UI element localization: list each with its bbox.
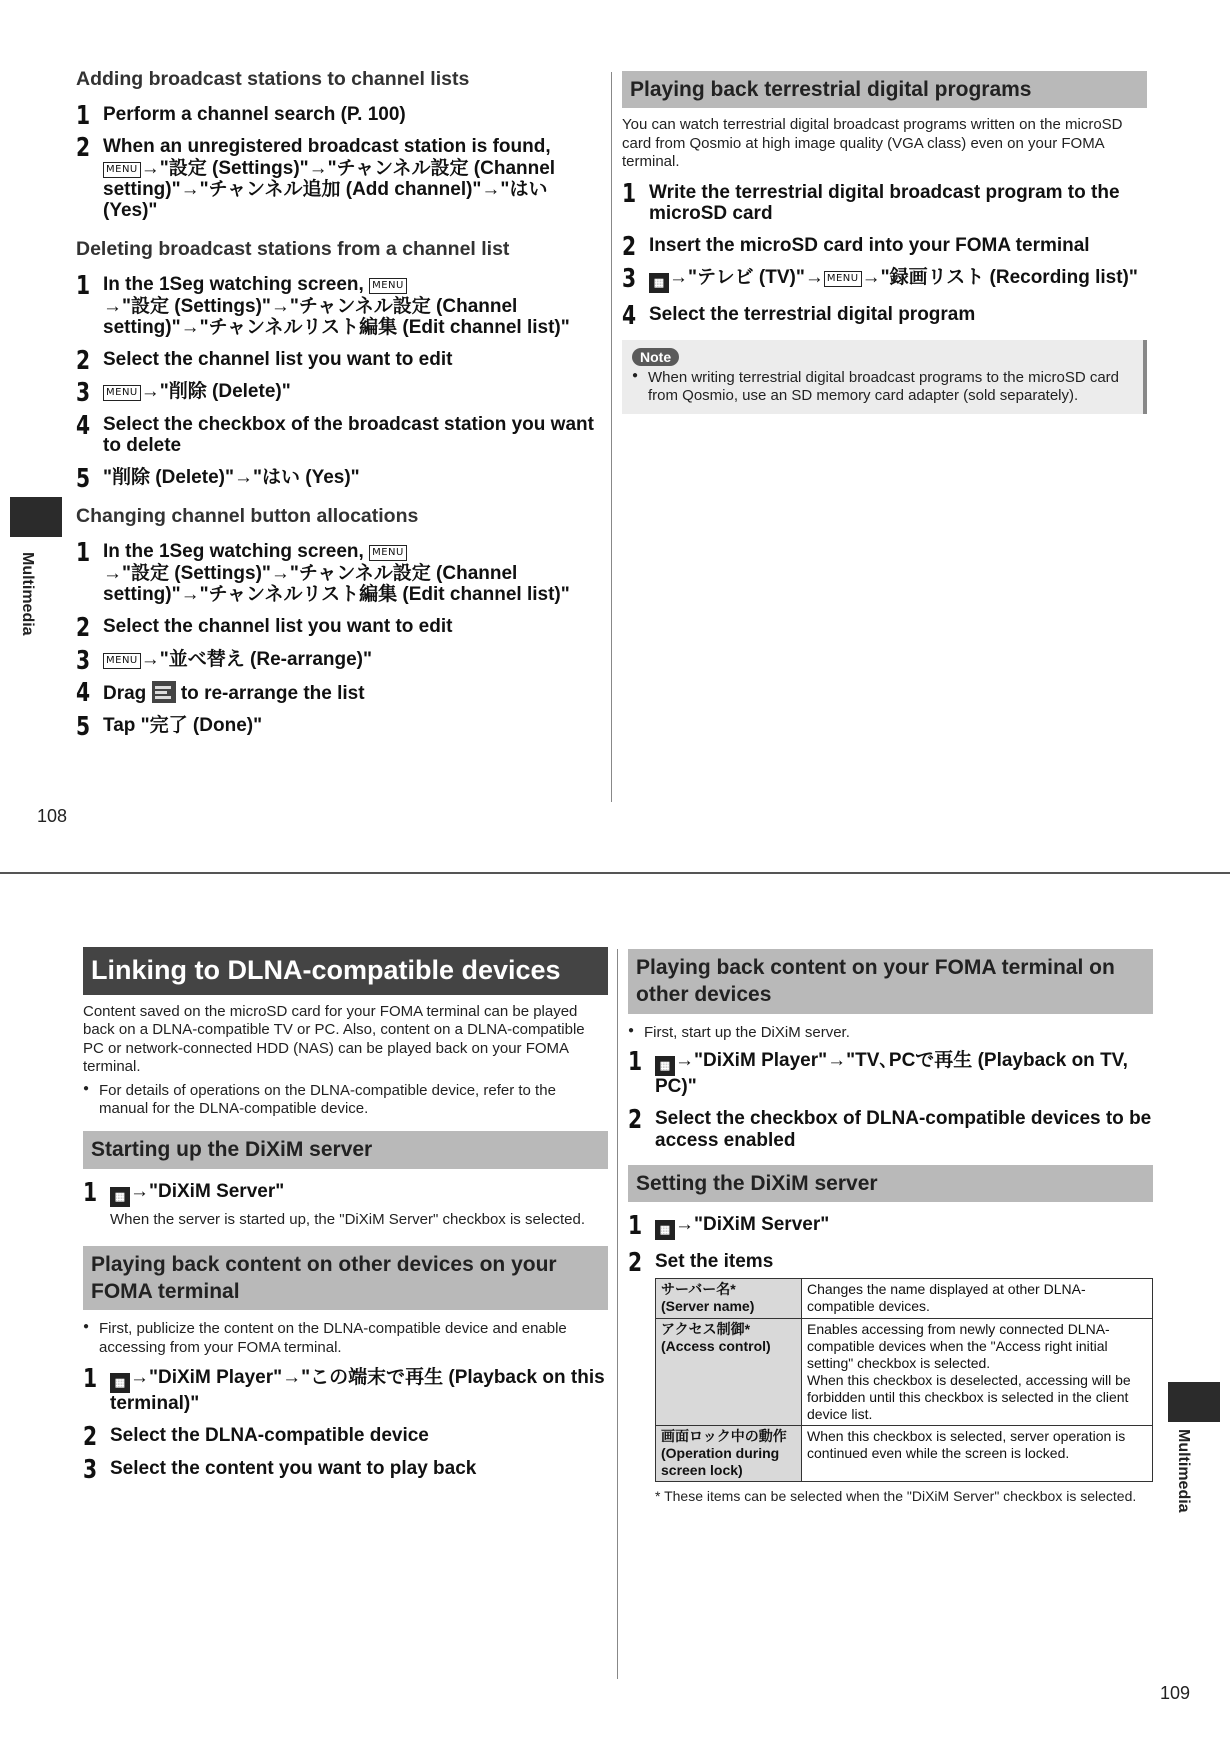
heading-play-on-other-devices: Playing back content on your FOMA terminal on other devices	[628, 949, 1153, 1014]
terr-step-3: 3 ▦ →"テレビ (TV)"→ MENU →"録画リスト (Recording list)"	[622, 264, 1138, 295]
menu-key-icon: MENU	[369, 278, 407, 294]
page-separator	[0, 872, 1230, 874]
table-key: 画面ロック中の動作 (Operation during screen lock)	[656, 1426, 802, 1482]
chg-step-4: 4 Drag to re-arrange the list	[76, 677, 365, 708]
terrestrial-intro: You can watch terrestrial digital broadcast programs written on the microSD card from Qosmio at high image quality (VGA class) even on your FOMA terminal.	[622, 116, 1123, 171]
table-value: Changes the name displayed at other DLNA-compatible devices.	[802, 1279, 1153, 1318]
menu-key-icon: MENU	[824, 271, 862, 287]
menu-grid-icon: ▦	[110, 1373, 130, 1393]
play-other-step-1: 1 ▦ →"DiXiM Player"→"この端末で再生 (Playback on this terminal)"	[83, 1364, 605, 1415]
dlna-intro-bullet: ● For details of operations on the DLNA-compatible device, refer to the manual for the DLNA-compatible device.	[83, 1082, 608, 1119]
menu-key-icon: MENU	[369, 545, 407, 561]
note-bullet: ● When writing terrestrial digital broadcast programs to the microSD card from Qosmio, use an SD memory card adapter (sold separately).	[632, 369, 1133, 406]
heading-adding-stations: Adding broadcast stations to channel lists	[76, 68, 602, 95]
table-value: Enables accessing from newly connected DLNA-compatible devices when the "Access right initial setting" checkbox is selected. When this checkbox is deselected, accessing will be forbidden until this checkbox is selected in the client device list.	[802, 1318, 1153, 1425]
heading-setting-dixim: Setting the DiXiM server	[628, 1165, 1153, 1202]
menu-grid-icon: ▦	[655, 1220, 675, 1240]
terr-step-2: 2 Insert the microSD card into your FOMA terminal	[622, 232, 1090, 263]
add-step-2: 2 When an unregistered broadcast station is found, MENU →"設定 (Settings)"→"チャンネル設定 (Channel setting)"→"チャンネル追加 (Add channel)"→"はい (Yes)"	[76, 133, 556, 222]
page109-left-column	[83, 947, 608, 1490]
menu-key-icon: MENU	[103, 385, 141, 401]
page108-right-column	[622, 71, 1147, 414]
table-row	[656, 1279, 1153, 1318]
column-divider	[611, 72, 612, 802]
drag-handle-icon	[152, 681, 176, 703]
table-key: サーバー名* (Server name)	[656, 1279, 802, 1318]
page-number-108: 108	[37, 806, 68, 826]
play-foma-step-2: 2 Select the checkbox of DLNA-compatible devices to be access enabled	[628, 1105, 1152, 1151]
menu-grid-icon: ▦	[110, 1187, 130, 1207]
del-step-2: 2 Select the channel list you want to edit	[76, 346, 453, 377]
heading-changing-allocations: Changing channel button allocations	[76, 505, 602, 532]
chg-step-1: 1 In the 1Seg watching screen, MENU →"設定 (Settings)"→"チャンネル設定 (Channel setting)"→"チャンネルリスト編集 (Edit channel list)"	[76, 538, 570, 605]
setting-step-2: 2 Set the items	[628, 1248, 774, 1279]
chg-step-2: 2 Select the channel list you want to edit	[76, 613, 453, 644]
page-109	[0, 877, 1230, 1751]
side-label-multimedia: Multimedia	[1175, 1429, 1192, 1513]
play-foma-step-1: 1 ▦ →"DiXiM Player"→"TV､PCで再生 (Playback on TV, PC)"	[628, 1047, 1128, 1098]
chg-step-3: 3 MENU →"並べ替え (Re-arrange)"	[76, 645, 373, 676]
del-step-3: 3 MENU →"削除 (Delete)"	[76, 378, 291, 409]
side-tab	[10, 497, 62, 537]
table-value: When this checkbox is selected, server operation is continued even while the screen is locked.	[802, 1426, 1153, 1482]
chg-step-5: 5 Tap "完了 (Done)"	[76, 712, 263, 743]
setting-step-1: 1 ▦ →"DiXiM Server"	[628, 1211, 830, 1242]
add-step-1: 1 Perform a channel search (P. 100)	[76, 101, 406, 131]
start-step-1: 1 ▦ →"DiXiM Server" When the server is started up, the "DiXiM Server" checkbox is selected.	[83, 1181, 608, 1229]
table-key: アクセス制御* (Access control)	[656, 1318, 802, 1425]
play-foma-bullet: ● First, start up the DiXiM server.	[628, 1024, 1153, 1042]
note-badge: Note	[632, 348, 679, 366]
start-step-1-desc: When the server is started up, the "DiXiM Server" checkbox is selected.	[110, 1210, 586, 1228]
title-dlna: Linking to DLNA-compatible devices	[83, 947, 608, 995]
terr-step-1: 1 Write the terrestrial digital broadcast program to the microSD card	[622, 178, 1120, 224]
play-other-step-2: 2 Select the DLNA-compatible device	[83, 1422, 429, 1453]
del-step-5: 5 "削除 (Delete)"→"はい (Yes)"	[76, 464, 360, 495]
dlna-intro: Content saved on the microSD card for your FOMA terminal can be played back on a DLNA-compatible TV or PC. Also, content on a DLNA-compatible PC or network-connected HDD (NAS) can be played back on your FOMA terminal.	[83, 1002, 585, 1076]
play-other-bullet: ● First, publicize the content on the DLNA-compatible device and enable accessing from your FOMA terminal.	[83, 1320, 608, 1357]
column-divider	[617, 949, 618, 1679]
page-number-109: 109	[1160, 1683, 1191, 1703]
page108-left-column	[76, 68, 602, 747]
settings-table	[655, 1278, 1153, 1482]
settings-table-wrap	[628, 1278, 1153, 1505]
heading-play-other-devices: Playing back content on other devices on your FOMA terminal	[83, 1246, 608, 1311]
heading-terrestrial-playback: Playing back terrestrial digital programs	[622, 71, 1147, 108]
heading-start-dixim: Starting up the DiXiM server	[83, 1131, 608, 1168]
del-step-1: 1 In the 1Seg watching screen, MENU →"設定 (Settings)"→"チャンネル設定 (Channel setting)"→"チャンネルリスト編集 (Edit channel list)"	[76, 271, 570, 338]
heading-deleting-stations: Deleting broadcast stations from a channel list	[76, 238, 602, 265]
note-box	[622, 340, 1147, 414]
menu-key-icon: MENU	[103, 162, 141, 178]
side-tab	[1168, 1382, 1220, 1422]
page-108	[0, 0, 1230, 872]
page109-right-column	[628, 949, 1153, 1506]
side-label-multimedia: Multimedia	[19, 552, 36, 636]
table-row	[656, 1426, 1153, 1482]
play-other-step-3: 3 Select the content you want to play back	[83, 1454, 477, 1485]
table-footnote: * These items can be selected when the "DiXiM Server" checkbox is selected.	[655, 1488, 1137, 1505]
table-row	[656, 1318, 1153, 1425]
del-step-4: 4 Select the checkbox of the broadcast station you want to delete	[76, 410, 594, 456]
menu-grid-icon: ▦	[655, 1056, 675, 1076]
menu-key-icon: MENU	[103, 653, 141, 669]
menu-grid-icon: ▦	[649, 273, 669, 293]
terr-step-4: 4 Select the terrestrial digital program	[622, 301, 976, 332]
